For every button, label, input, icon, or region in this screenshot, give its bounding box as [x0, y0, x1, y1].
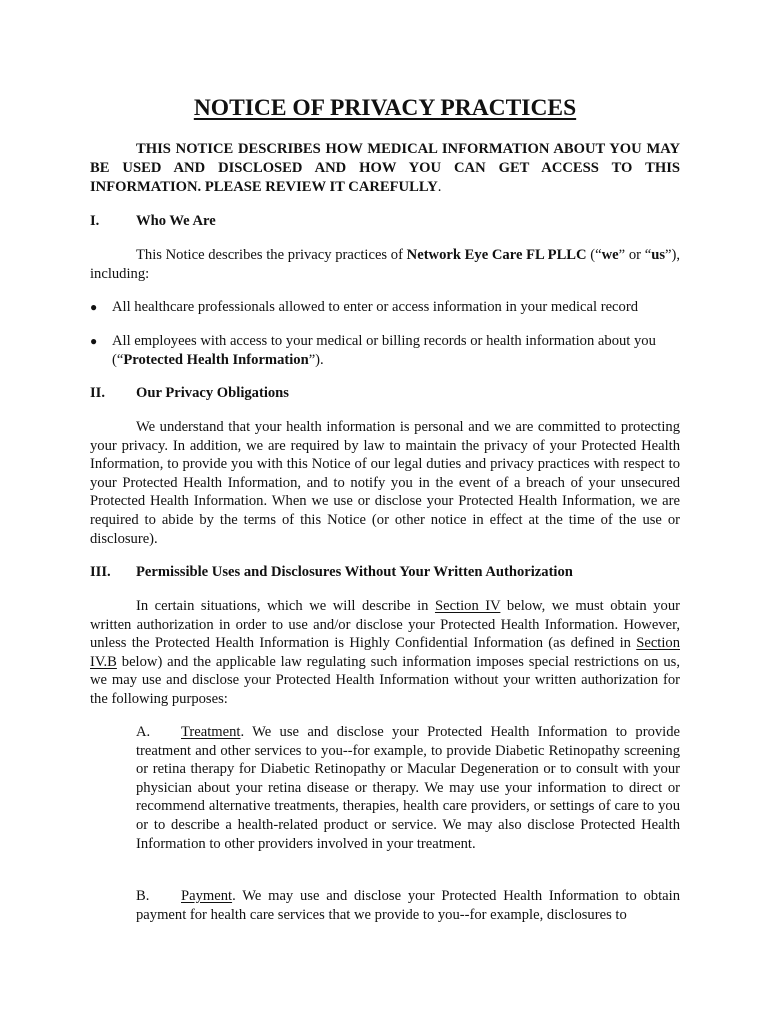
intro-period: . — [437, 179, 442, 195]
section-heading-privacy-obligations — [90, 384, 690, 403]
paragraph-text: In certain situations, which we will describe in — [136, 598, 435, 614]
us-term: us — [651, 247, 665, 263]
document-title: NOTICE OF PRIVACY PRACTICES — [193, 95, 577, 121]
bullet-text-part: ”). — [308, 351, 324, 368]
section-title: Our Privacy Obligations — [136, 385, 289, 401]
paragraph-text: ” or “ — [618, 247, 652, 263]
bullet-text: All healthcare professionals allowed to enter or access information in your medical record — [112, 299, 638, 315]
paragraph-text: below) and the applicable law regulating such information imposes special restrictions on us, we may use and disclose your Protected Health Information without your written authorization for the following purposes: — [90, 653, 680, 707]
list-item — [90, 332, 680, 369]
paragraph-text: This Notice describes the privacy practices of — [136, 247, 407, 263]
defined-term: Protected Health Information — [123, 351, 309, 368]
paragraph-text: ”), including: — [90, 247, 680, 282]
list-item — [90, 298, 680, 317]
we-term: we — [601, 247, 619, 263]
privacy-obligations-paragraph: We understand that your health information is personal and we are committed to protecting your privacy. In addition, we are required by law to maintain the privacy of your Protected Health Information, to provide you with this Notice of our legal duties and privacy practices with respect to your Protected Health Information, and to notify you in the event of a breach of your unsecured Protected Health Information. When we use or disclose your Protected Health Information, we are required to abide by the terms of this Notice (or other notice in effect at the time of the use or disclosure). — [90, 419, 680, 547]
who-we-are-paragraph — [90, 246, 680, 283]
section-title: Permissible Uses and Disclosures Without Your Written Authorization — [136, 564, 573, 580]
section-ivb-link[interactable]: Section IV.B — [90, 635, 680, 670]
subsection-letter: A. — [136, 724, 151, 740]
section-number: II. — [90, 385, 106, 401]
paragraph-text: (“ — [586, 247, 602, 263]
bullet-text-part: All employees with access to your medical or billing records or health information about you (“ — [112, 333, 656, 368]
section-heading-who-we-are — [90, 212, 690, 231]
section-heading-permissible-uses — [90, 563, 690, 582]
bullet-icon: ● — [90, 300, 98, 314]
subsection-term: Payment — [181, 888, 233, 904]
paragraph-text: below, we must obtain your written authorization in order to use and/or disclose your Protected Health Information. However, unless the Protected Health Information is Highly Confidential Information (as defined in — [90, 598, 680, 652]
subsection-text: . We may use and disclose your Protected Health Information to obtain payment for health care services that we provide to you--for example, disclosures to — [136, 888, 680, 923]
subsection-letter: B. — [136, 888, 150, 904]
section-number: III. — [90, 564, 111, 580]
subsection-payment — [136, 887, 680, 924]
subsection-text: . We use and disclose your Protected Health Information to provide treatment and other services to you--for example, to provide Diabetic Retinopathy screening or retina therapy for Diabetic Retinopathy or Macular Degeneration or to consult with your physician about your retina disease or therapy. We may use your information to direct or recommend alternative treatments, therapies, health care providers, or settings of care to you or to describe a health-related product or service. We may also disclose Protected Health Information to other providers involved in your treatment. — [136, 724, 680, 852]
intro-text: THIS NOTICE DESCRIBES HOW MEDICAL INFORMATION ABOUT YOU MAY BE USED AND DISCLOSED AND HOW YOU CAN GET ACCESS TO THIS INFORMATION. PLEASE REVIEW IT CAREFULLY — [90, 141, 680, 195]
entity-name: Network Eye Care FL PLLC — [406, 247, 587, 263]
section-number: I. — [90, 213, 100, 229]
bullet-icon: ● — [90, 334, 98, 348]
permissible-uses-paragraph — [90, 597, 680, 709]
notice-intro — [90, 140, 680, 197]
section-iv-link[interactable]: Section IV — [434, 598, 501, 614]
section-title: Who We Are — [136, 213, 216, 229]
subsection-treatment — [136, 723, 680, 853]
bullet-text — [112, 332, 680, 369]
subsection-term: Treatment — [181, 724, 241, 740]
